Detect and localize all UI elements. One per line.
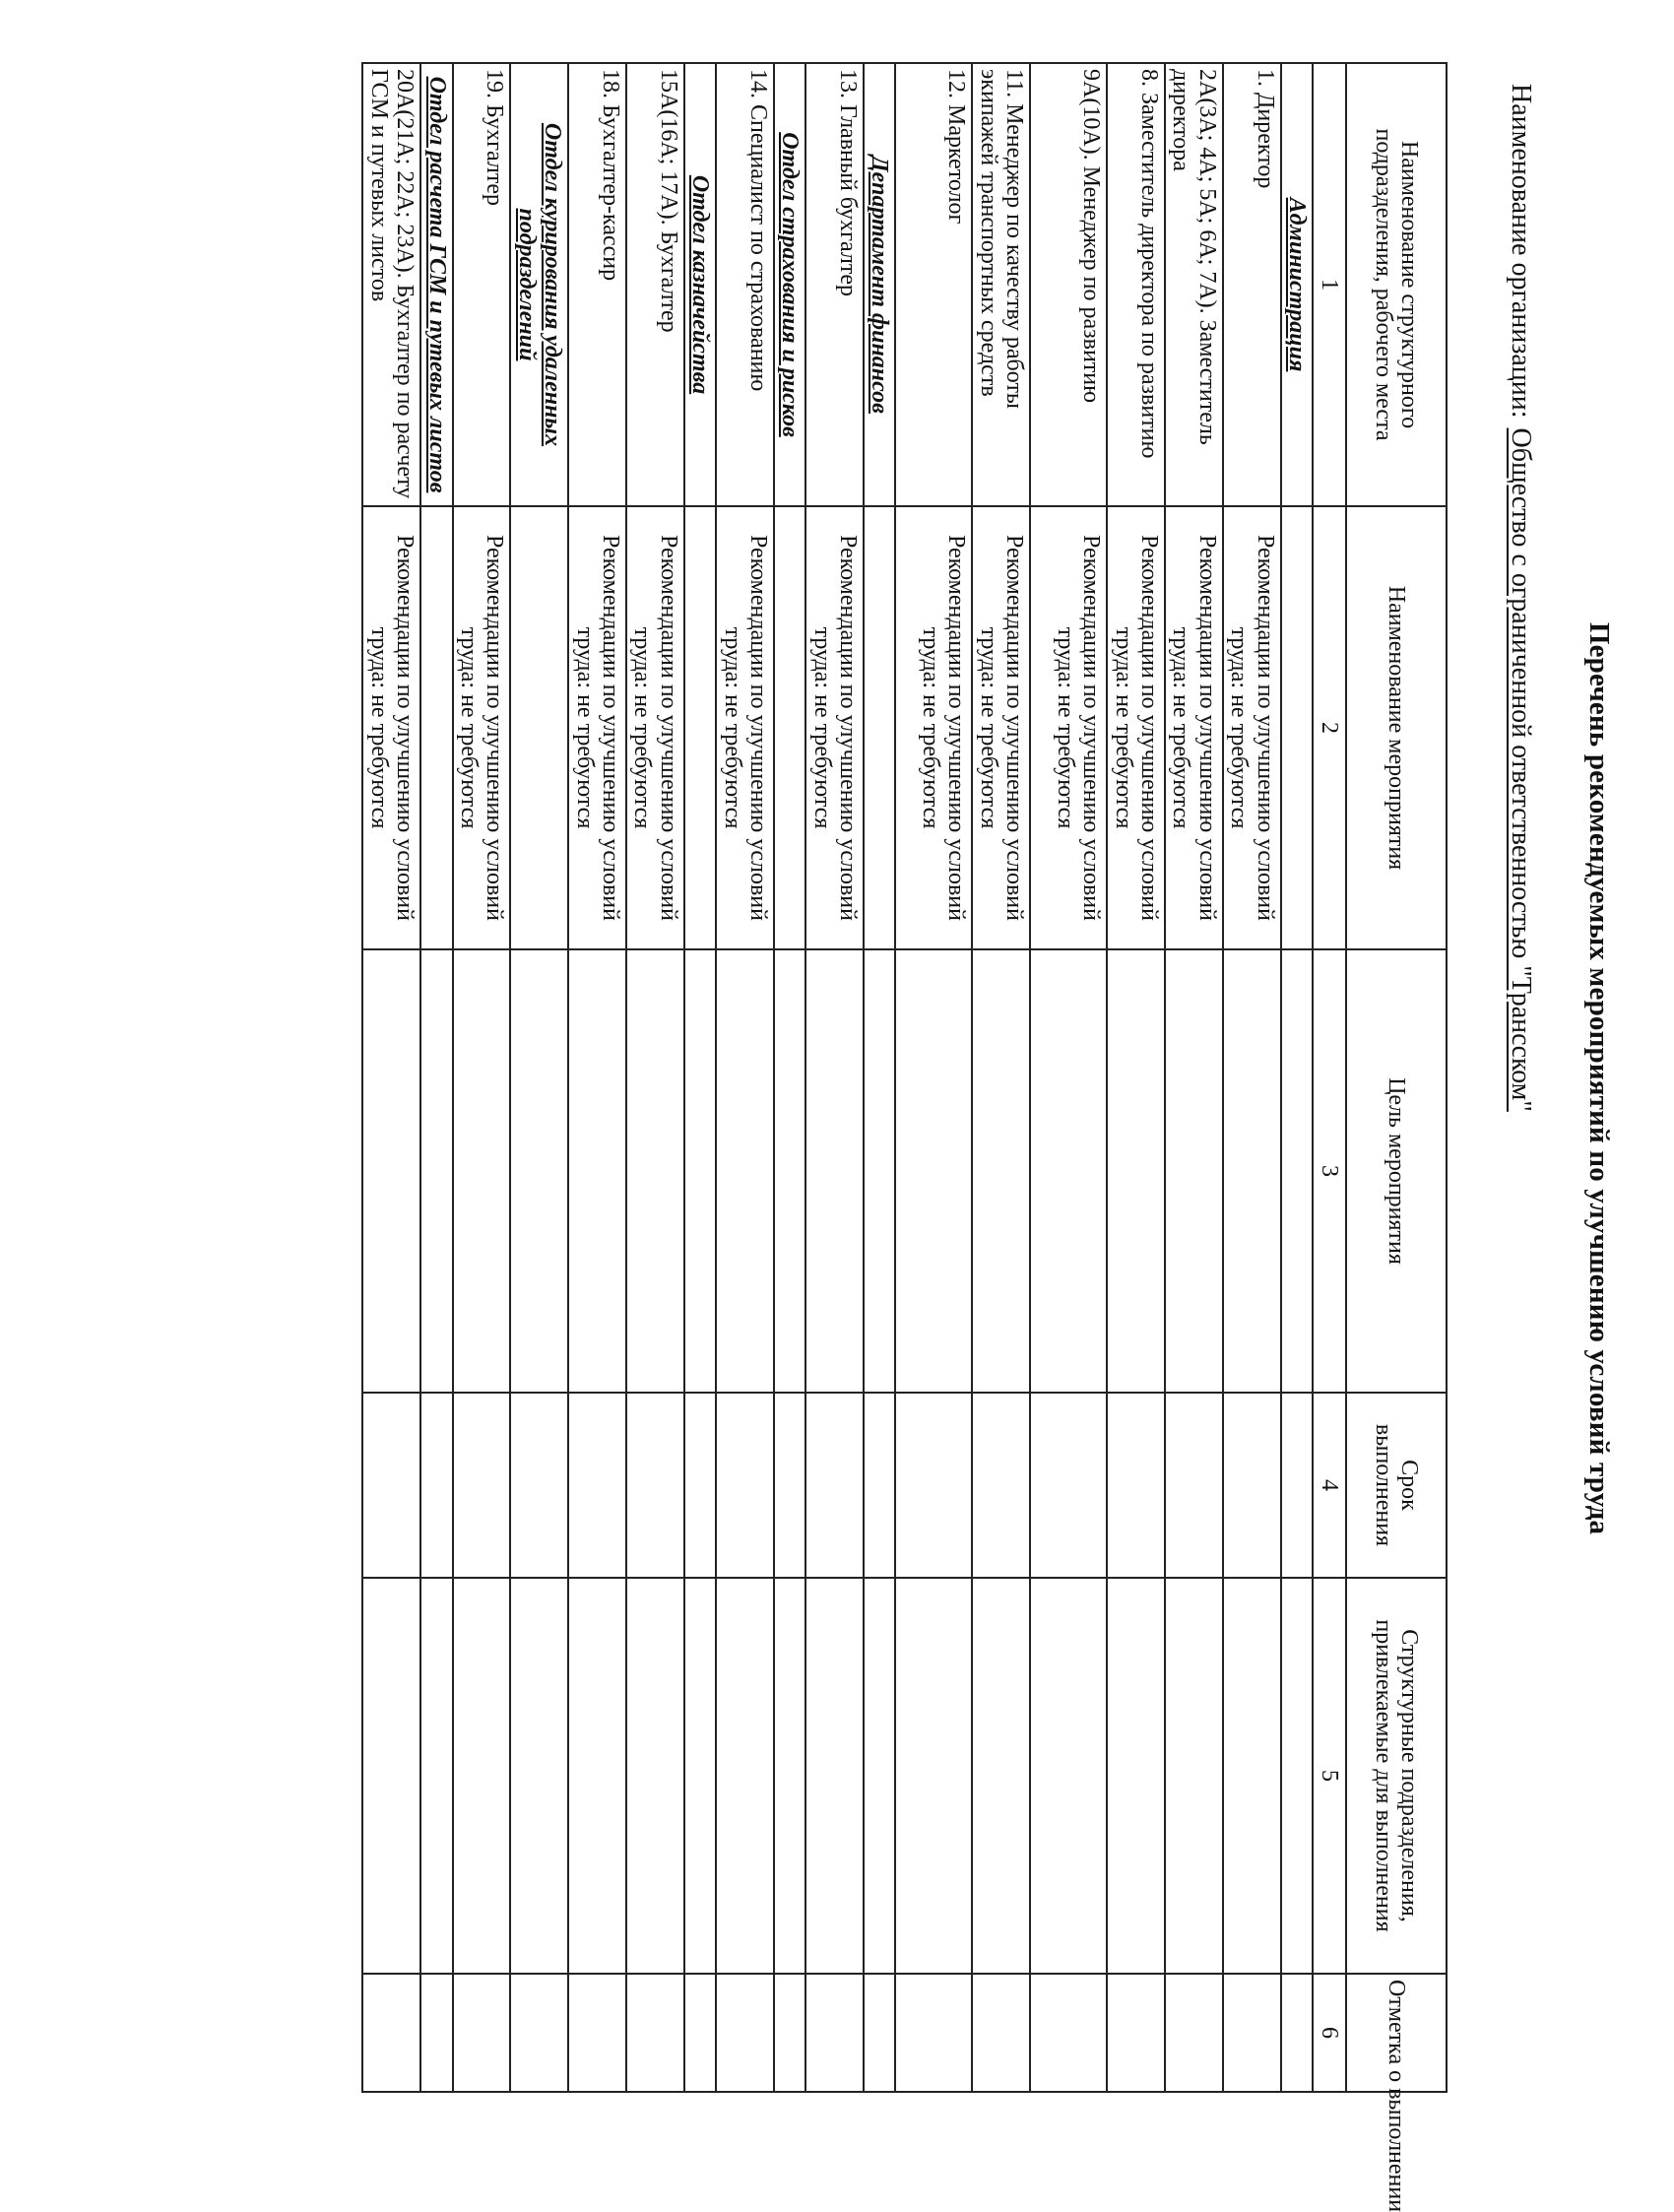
workplace-name: 20А(21А; 22А; 23А). Бухгалтер по расчету ГСМ и путевых листов xyxy=(362,63,420,506)
section-title: Департамент финансов xyxy=(864,63,895,506)
empty-cell xyxy=(453,949,511,1393)
measure-text: Рекомендации по улучшению условий труда: не требуются xyxy=(1030,506,1107,949)
empty-cell xyxy=(510,949,568,1393)
section-title: Администрация xyxy=(1281,63,1313,506)
column-number: 3 xyxy=(1313,949,1346,1393)
column-number: 1 xyxy=(1313,63,1346,506)
empty-cell xyxy=(864,1578,895,1974)
empty-cell xyxy=(716,1578,774,1974)
workplace-name: 8. Заместитель директора по развитию xyxy=(1107,63,1165,506)
empty-cell xyxy=(1223,1578,1281,1974)
empty-cell xyxy=(684,1974,716,2092)
table-row xyxy=(716,63,774,2092)
section-row xyxy=(1281,63,1313,2092)
measures-table-wrapper xyxy=(361,62,1448,2212)
document-title: Перечень рекомендуемых мероприятий по улучшению условий труда xyxy=(1583,621,1615,1535)
empty-cell xyxy=(1281,506,1313,949)
empty-cell xyxy=(1223,1974,1281,2092)
table-row xyxy=(626,63,684,2092)
empty-cell xyxy=(716,1393,774,1578)
section-row xyxy=(510,63,568,2092)
measure-text: Рекомендации по улучшению условий труда: не требуются xyxy=(568,506,626,949)
column-number: 2 xyxy=(1313,506,1346,949)
section-title: Отдел казначейства xyxy=(684,63,716,506)
table-body xyxy=(362,63,1313,2092)
workplace-name: 15А(16А; 17А). Бухгалтер xyxy=(626,63,684,506)
table-row xyxy=(972,63,1030,2092)
section-row xyxy=(864,63,895,2092)
measure-text: Рекомендации по улучшению условий труда: не требуются xyxy=(453,506,511,949)
workplace-name: 1. Директор xyxy=(1223,63,1281,506)
column-number: 5 xyxy=(1313,1578,1346,1974)
section-row xyxy=(684,63,716,2092)
empty-cell xyxy=(1030,1393,1107,1578)
empty-cell xyxy=(568,949,626,1393)
measure-text: Рекомендации по улучшению условий труда: не требуются xyxy=(1107,506,1165,949)
empty-cell xyxy=(972,949,1030,1393)
empty-cell xyxy=(716,1974,774,2092)
empty-cell xyxy=(420,949,452,1393)
measure-text: Рекомендации по улучшению условий труда: не требуются xyxy=(716,506,774,949)
empty-cell xyxy=(805,1974,864,2092)
empty-cell xyxy=(864,949,895,1393)
column-header-departments: Структурные подразделения, привлекаемые для выполнения xyxy=(1346,1578,1447,1974)
empty-cell xyxy=(568,1974,626,2092)
table-row xyxy=(1030,63,1107,2092)
workplace-name: 12. Маркетолог xyxy=(895,63,972,506)
empty-cell xyxy=(1030,1974,1107,2092)
empty-cell xyxy=(420,1393,452,1578)
empty-cell xyxy=(895,1974,972,2092)
empty-cell xyxy=(453,1578,511,1974)
table-row xyxy=(568,63,626,2092)
measure-text: Рекомендации по улучшению условий труда: не требуются xyxy=(626,506,684,949)
workplace-name: 11. Менеджер по качеству работы экипажей транспортных средств xyxy=(972,63,1030,506)
table-row xyxy=(1107,63,1165,2092)
empty-cell xyxy=(774,506,805,949)
measure-text: Рекомендации по улучшению условий труда: не требуются xyxy=(972,506,1030,949)
empty-cell xyxy=(1107,1393,1165,1578)
empty-cell xyxy=(362,949,420,1393)
empty-cell xyxy=(972,1578,1030,1974)
section-row xyxy=(774,63,805,2092)
empty-cell xyxy=(684,1393,716,1578)
empty-cell xyxy=(568,1393,626,1578)
empty-cell xyxy=(1165,949,1223,1393)
empty-cell xyxy=(626,1974,684,2092)
empty-cell xyxy=(420,1974,452,2092)
empty-cell xyxy=(684,1578,716,1974)
section-row xyxy=(420,63,452,2092)
empty-cell xyxy=(420,1578,452,1974)
table-number-row xyxy=(1313,63,1346,2092)
empty-cell xyxy=(1223,949,1281,1393)
empty-cell xyxy=(510,506,568,949)
empty-cell xyxy=(1281,1393,1313,1578)
empty-cell xyxy=(805,1578,864,1974)
table-row xyxy=(1165,63,1223,2092)
organization-line xyxy=(1505,84,1536,1112)
empty-cell xyxy=(864,1393,895,1578)
measure-text: Рекомендации по улучшению условий труда: не требуются xyxy=(362,506,420,949)
empty-cell xyxy=(1281,949,1313,1393)
empty-cell xyxy=(1030,949,1107,1393)
empty-cell xyxy=(774,949,805,1393)
table-header-row xyxy=(1346,63,1447,2092)
empty-cell xyxy=(362,1974,420,2092)
workplace-name: 9А(10А). Менеджер по развитию xyxy=(1030,63,1107,506)
empty-cell xyxy=(774,1578,805,1974)
empty-cell xyxy=(1107,949,1165,1393)
empty-cell xyxy=(895,1578,972,1974)
empty-cell xyxy=(1165,1578,1223,1974)
table-row xyxy=(362,63,420,2092)
workplace-name: 13. Главный бухгалтер xyxy=(805,63,864,506)
empty-cell xyxy=(972,1974,1030,2092)
empty-cell xyxy=(684,949,716,1393)
workplace-name: 18. Бухгалтер-кассир xyxy=(568,63,626,506)
empty-cell xyxy=(510,1393,568,1578)
measure-text: Рекомендации по улучшению условий труда: не требуются xyxy=(1223,506,1281,949)
empty-cell xyxy=(895,949,972,1393)
empty-cell xyxy=(774,1974,805,2092)
table-row xyxy=(1223,63,1281,2092)
empty-cell xyxy=(716,949,774,1393)
measure-text: Рекомендации по улучшению условий труда: не требуются xyxy=(895,506,972,949)
table-row xyxy=(895,63,972,2092)
workplace-name: 14. Специалист по страхованию xyxy=(716,63,774,506)
empty-cell xyxy=(568,1578,626,1974)
table-row xyxy=(805,63,864,2092)
empty-cell xyxy=(453,1974,511,2092)
table-row xyxy=(453,63,511,2092)
empty-cell xyxy=(1165,1974,1223,2092)
empty-cell xyxy=(510,1974,568,2092)
workplace-name: 2А(3А; 4А; 5А; 6А; 7А). Заместитель директора xyxy=(1165,63,1223,506)
section-title: Отдел страхования и рисков xyxy=(774,63,805,506)
empty-cell xyxy=(626,949,684,1393)
workplace-name: 19. Бухгалтер xyxy=(453,63,511,506)
empty-cell xyxy=(626,1578,684,1974)
column-header-measure: Наименование мероприятия xyxy=(1346,506,1447,949)
column-number: 4 xyxy=(1313,1393,1346,1578)
measures-table xyxy=(361,62,1448,2212)
empty-cell xyxy=(1281,1974,1313,2092)
empty-cell xyxy=(684,506,716,949)
empty-cell xyxy=(1107,1578,1165,1974)
column-number: 6 xyxy=(1313,1974,1346,2092)
empty-cell xyxy=(895,1393,972,1578)
column-header-completion-mark: Отметка о выполнении xyxy=(1346,1974,1447,2092)
empty-cell xyxy=(510,1578,568,1974)
empty-cell xyxy=(626,1393,684,1578)
empty-cell xyxy=(420,506,452,949)
section-title: Отдел курирования удаленных подразделений xyxy=(510,63,568,506)
section-title: Отдел расчета ГСМ и путевых листов xyxy=(420,63,452,506)
empty-cell xyxy=(864,506,895,949)
column-header-unit: Наименование структурного подразделения, рабочего места xyxy=(1346,63,1447,506)
empty-cell xyxy=(453,1393,511,1578)
column-header-deadline: Срок выполнения xyxy=(1346,1393,1447,1578)
empty-cell xyxy=(972,1393,1030,1578)
empty-cell xyxy=(1030,1578,1107,1974)
empty-cell xyxy=(805,949,864,1393)
empty-cell xyxy=(805,1393,864,1578)
empty-cell xyxy=(1107,1974,1165,2092)
measure-text: Рекомендации по улучшению условий труда: не требуются xyxy=(1165,506,1223,949)
organization-name: Общество с ограниченной ответственностью "Трансском" xyxy=(1506,427,1536,1112)
empty-cell xyxy=(774,1393,805,1578)
measure-text: Рекомендации по улучшению условий труда: не требуются xyxy=(805,506,864,949)
empty-cell xyxy=(1165,1393,1223,1578)
empty-cell xyxy=(1223,1393,1281,1578)
column-header-goal: Цель мероприятия xyxy=(1346,949,1447,1393)
empty-cell xyxy=(362,1578,420,1974)
organization-label: Наименование организации: xyxy=(1506,84,1536,419)
empty-cell xyxy=(1281,1578,1313,1974)
empty-cell xyxy=(864,1974,895,2092)
empty-cell xyxy=(362,1393,420,1578)
